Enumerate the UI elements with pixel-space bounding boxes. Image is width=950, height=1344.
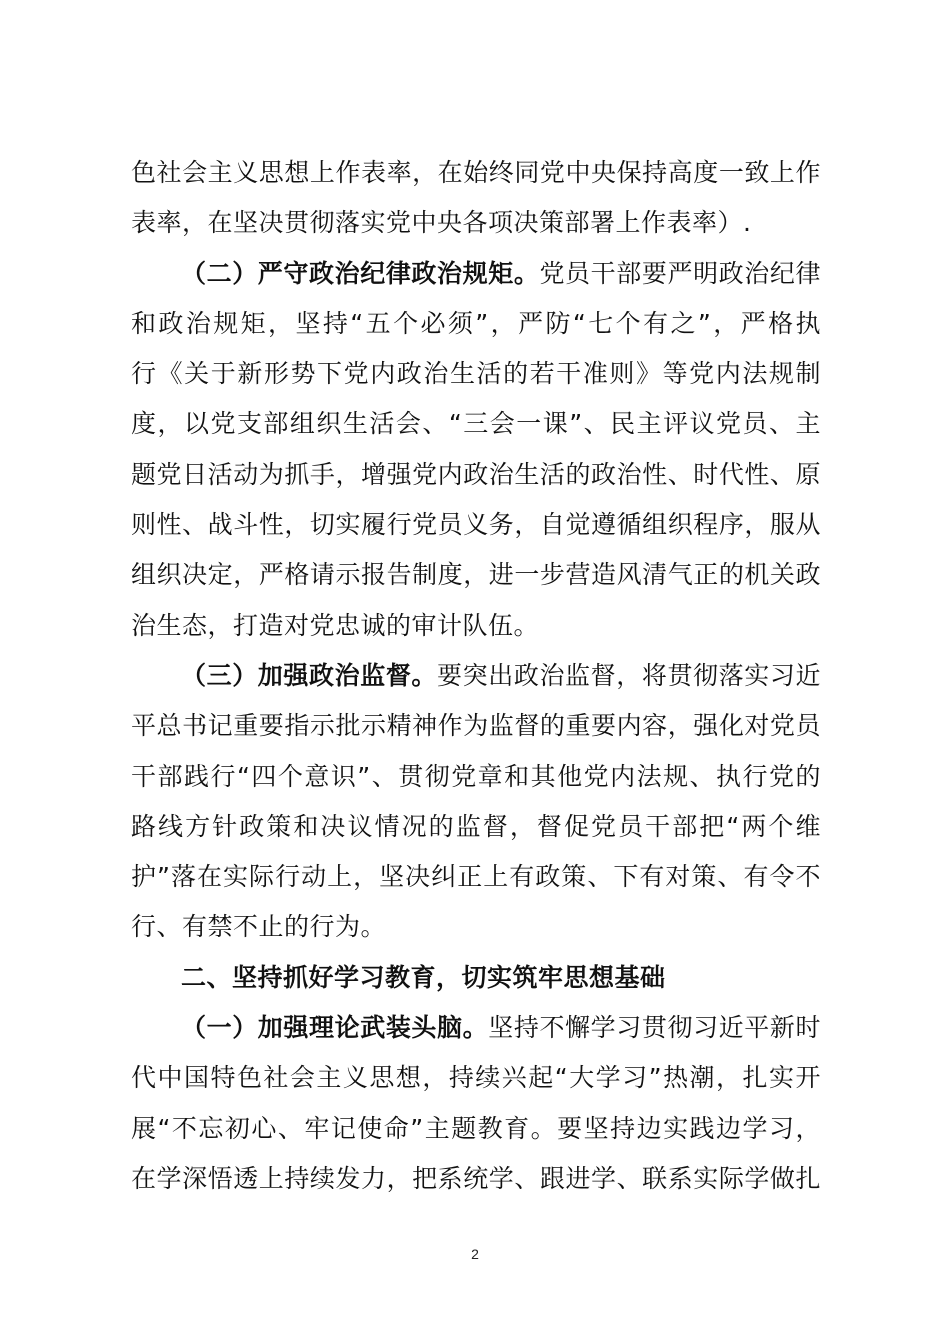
line-text: 代中国特色社会主义思想，持续兴起“大学习”热潮，扎实开: [131, 1063, 821, 1093]
line-text: 和政治规矩，坚持“五个必须”，严防“七个有之”，严格执: [131, 308, 821, 338]
line-text: 组织决定，严格请示报告制度，进一步营造风清气正的机关政: [131, 560, 821, 590]
text-line: [131, 701, 821, 751]
line-text: 党员干部要严明政治纪律: [539, 258, 821, 288]
line-text: 展“不忘初心、牢记使命”主题教育。要坚持边实践边学习，: [131, 1113, 821, 1143]
line-text: 在学深悟透上持续发力，把系统学、跟进学、联系实际学做扎: [131, 1163, 821, 1193]
line-text: 平总书记重要指示批示精神作为监督的重要内容，强化对党员: [131, 711, 821, 741]
line-text: 行、有禁不止的行为。: [131, 912, 387, 942]
line-text: 度，以党支部组织生活会、“三会一课”、民主评议党员、主: [131, 409, 821, 439]
line-text: 护”落在实际行动上，坚决纠正上有政策、下有对策、有令不: [131, 862, 821, 892]
text-line: [131, 550, 821, 600]
line-text: 行《关于新形势下党内政治生活的若干准则》等党内法规制: [131, 359, 821, 389]
line-text: 则性、战斗性，切实履行党员义务，自觉遵循组织程序，服从: [131, 510, 821, 540]
text-line: [131, 852, 821, 902]
line-text: 坚持不懈学习贯彻习近平新时: [488, 1013, 821, 1043]
text-line: [131, 1003, 821, 1053]
paragraph-lead: （一）加强理论武装头脑。: [181, 1013, 489, 1043]
text-line: [131, 752, 821, 802]
text-line: [131, 802, 821, 852]
text-line: [131, 249, 821, 299]
line-text: 治生态，打造对党忠诚的审计队伍。: [131, 610, 540, 640]
line-text: 表率，在坚决贯彻落实党中央各项决策部署上作表率）.: [131, 208, 752, 238]
line-text: 色社会主义思想上作表率，在始终同党中央保持高度一致上作: [131, 158, 821, 187]
text-line: [131, 1053, 821, 1103]
text-line: [131, 450, 821, 500]
body-text: [131, 148, 821, 1204]
text-line: [131, 299, 821, 349]
text-line: [131, 902, 821, 952]
text-line: [131, 651, 821, 701]
line-text: 干部践行“四个意识”、贯彻党章和其他党内法规、执行党的: [131, 761, 821, 791]
text-line: [131, 148, 821, 198]
paragraph-lead: （二）严守政治纪律政治规矩。: [181, 258, 540, 288]
page-number: 2: [471, 1246, 479, 1262]
text-line: [131, 399, 821, 449]
text-line: [131, 1104, 821, 1154]
section-heading: [131, 953, 821, 1003]
line-text: 要突出政治监督，将贯彻落实习近: [437, 660, 821, 690]
text-line: [131, 1154, 821, 1204]
paragraph-lead: （三）加强政治监督。: [181, 660, 438, 690]
heading-text: 二、坚持抓好学习教育，切实筑牢思想基础: [181, 962, 666, 992]
text-line: [131, 500, 821, 550]
line-text: 题党日活动为抓手，增强党内政治生活的政治性、时代性、原: [131, 459, 821, 489]
text-line: [131, 198, 821, 248]
line-text: 路线方针政策和决议情况的监督，督促党员干部把“两个维: [131, 811, 821, 841]
text-line: [131, 601, 821, 651]
text-line: [131, 349, 821, 399]
